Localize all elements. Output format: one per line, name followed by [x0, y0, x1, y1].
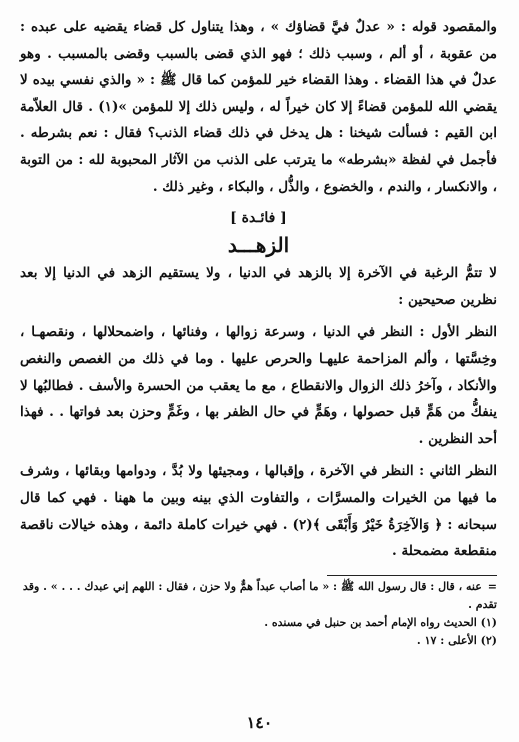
paragraph-intro-zuhd: لا تتمُّ الرغبة في الآخرة إلا بالزهد في الدنيا ، ولا يستقيم الزهد في الدنيا إلا بعد نظرين صحيحين : — [20, 265, 497, 308]
section-heading-zuhd: الزهـــد — [227, 233, 290, 258]
footnote-separator — [327, 575, 497, 576]
page-number: ١٤٠ — [246, 713, 273, 732]
footnote-continuation-marker: = — [487, 579, 497, 593]
paragraph-qada: والمقصود قوله : « عدلٌ فيَّ قضاؤك » ، وهذا يتناول كل قضاء يقضيه على عبده : من عقوبة ، أو ألم ، وسبب ذلك ؛ فهو الذي قضى بالسبب وقضى بالمسبب . وهو عدلٌ في هذا القضاء . وهذا القضاء خير للمؤمن كما قال ﷺ : « والذي نفسي بيده لا يقضي الله للمؤمن قضاءً إلا كان خيراً له ، وليس ذلك إلا للمؤمن »(١) . قال العلاّمة ابن القيم : فسألت شيخنا : هل يدخل في ذلك قضاء الذنب؟ فقال : نعم بشرطه . فأجمل في لفظة «بشرطه» ما يترتب على الذنب من الآثار المحبوبة لله : من التوبة ، والانكسار ، والندم ، والخضوع ، والذُّل ، والبكاء ، وغير ذلك . — [20, 19, 497, 195]
footnote-2: (٢) الأعلى : ١٧ . — [416, 633, 497, 647]
footnote-continued — [20, 578, 497, 614]
footnote-1: (١) الحديث رواه الإمام أحمد بن حنبل في مسنده . — [264, 615, 497, 629]
footnote-continued-text: عنه ، قال : قال رسول الله ﷺ : « ما أصاب عبداً همٌّ ولا حزن ، فقال : اللهم إني عبدك . . . » . وقد تقدم . — [22, 579, 497, 611]
paragraph-first-view: النظر الأول : النظر في الدنيا ، وسرعة زوالها ، وفنائها ، واضمحلالها ، ونقصهـا ، وخِسَّتها ، وألم المزاحمة عليهـا والحرص عليها . وما في ذلك من الغصص والنغص والأنكاد ، وآخرُ ذلك الزوال والانقطاع ، مع ما يعقب من الحسرة والأسف . فطالبُها لا ينفكُّ من هَمٍّ قبل حصولها ، وهَمٍّ في حال الظفر بها ، وغَمٍّ وحزن بعد فواتها . . فهذا أحد النظرين . — [20, 324, 497, 447]
paragraph-second-view: النظر الثاني : النظر في الآخرة ، وإقبالها ، ومجيئها ولا بُدَّ ، ودوامها وبقائها ، وشرف ما فيها من الخيرات والمسرَّات ، والتفاوت الذي بينه وبين ما ههنا . فهي كما قال سبحانه : ﴿ وَالآخِرَةُ خَيْرٌ وَأَبْقَى ﴾(٢) . فهي خيرات كاملة دائمة ، وهذه خيالات ناقصة منقطعة مضمحلة . — [20, 463, 498, 560]
faida-label: [ فائـدة ] — [230, 210, 287, 227]
